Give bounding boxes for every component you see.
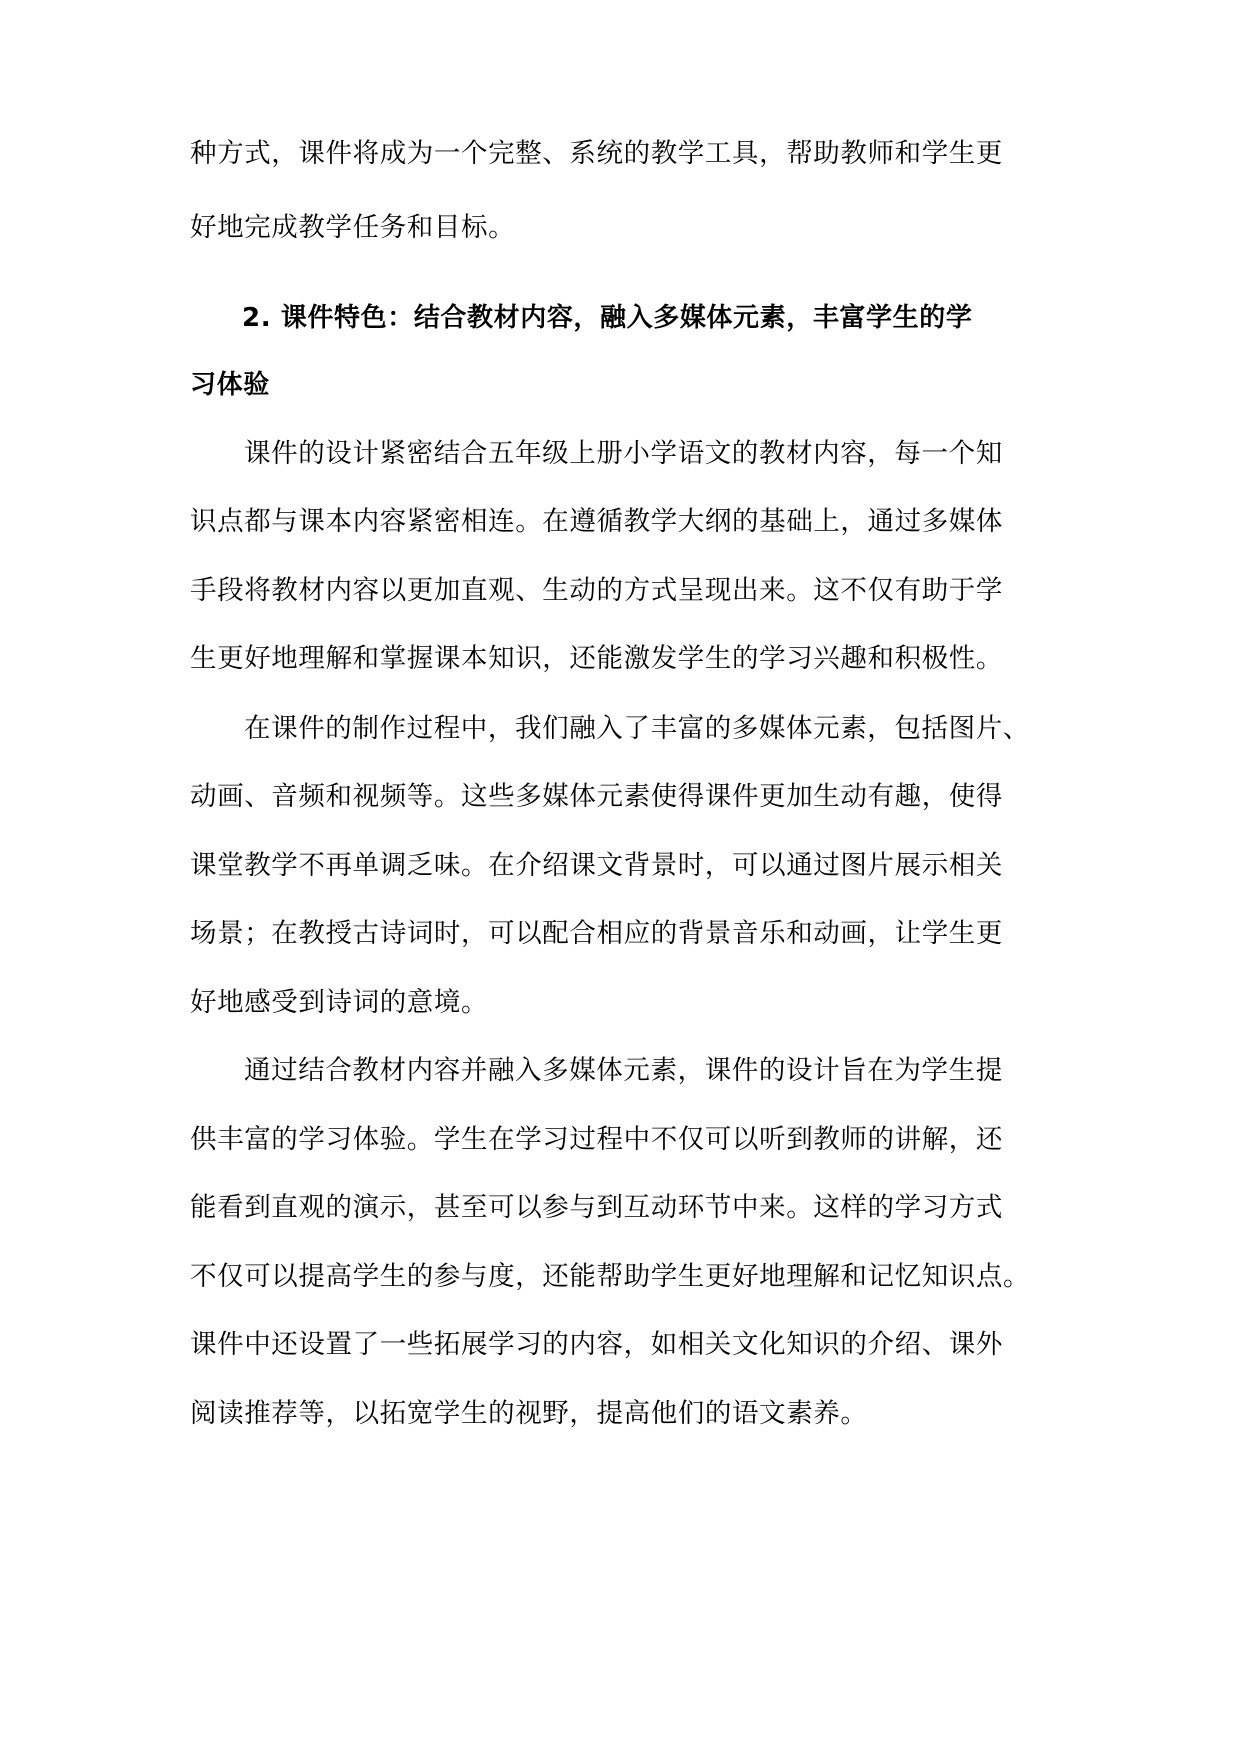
paragraph-line: 种方式，课件将成为一个完整、系统的教学工具，帮助教师和学生更 [190, 138, 1003, 169]
paragraph-line: 供丰富的学习体验。学生在学习过程中不仅可以听到教师的讲解，还 [190, 1124, 1003, 1155]
paragraph-line: 课堂教学不再单调乏味。在介绍课文背景时，可以通过图片展示相关 [190, 850, 1003, 881]
paragraph-line: 在课件的制作过程中，我们融入了丰富的多媒体元素，包括图片、 [244, 713, 1030, 744]
paragraph-line: 能看到直观的演示，甚至可以参与到互动环节中来。这样的学习方式 [190, 1192, 1003, 1223]
paragraph-line: 生更好地理解和掌握课本知识，还能激发学生的学习兴趣和积极性。 [190, 643, 1003, 674]
section-heading: 2. 课件特色：结合教材内容，融入多媒体元素，丰富学生的学 [242, 303, 973, 333]
paragraph-line: 识点都与课本内容紧密相连。在遵循教学大纲的基础上，通过多媒体 [190, 506, 1003, 537]
paragraph-line: 不仅可以提高学生的参与度，还能帮助学生更好地理解和记忆知识点。 [190, 1261, 1031, 1292]
paragraph-line: 好地完成教学任务和目标。 [190, 212, 516, 243]
paragraph-line: 阅读推荐等，以拓宽学生的视野，提高他们的语文素养。 [190, 1398, 868, 1429]
paragraph-line: 通过结合教材内容并融入多媒体元素，课件的设计旨在为学生提 [244, 1055, 1003, 1086]
paragraph-line: 课件中还设置了一些拓展学习的内容，如相关文化知识的介绍、课外 [190, 1329, 1003, 1360]
paragraph-line: 手段将教材内容以更加直观、生动的方式呈现出来。这不仅有助于学 [190, 575, 1003, 606]
section-heading-continuation: 习体验 [190, 370, 270, 400]
paragraph-line: 好地感受到诗词的意境。 [190, 987, 489, 1018]
paragraph-line: 动画、音频和视频等。这些多媒体元素使得课件更加生动有趣，使得 [190, 781, 1003, 812]
paragraph-line: 课件的设计紧密结合五年级上册小学语文的教材内容，每一个知 [244, 438, 1003, 469]
paragraph-line: 场景；在教授古诗词时，可以配合相应的背景音乐和动画，让学生更 [190, 918, 1003, 949]
